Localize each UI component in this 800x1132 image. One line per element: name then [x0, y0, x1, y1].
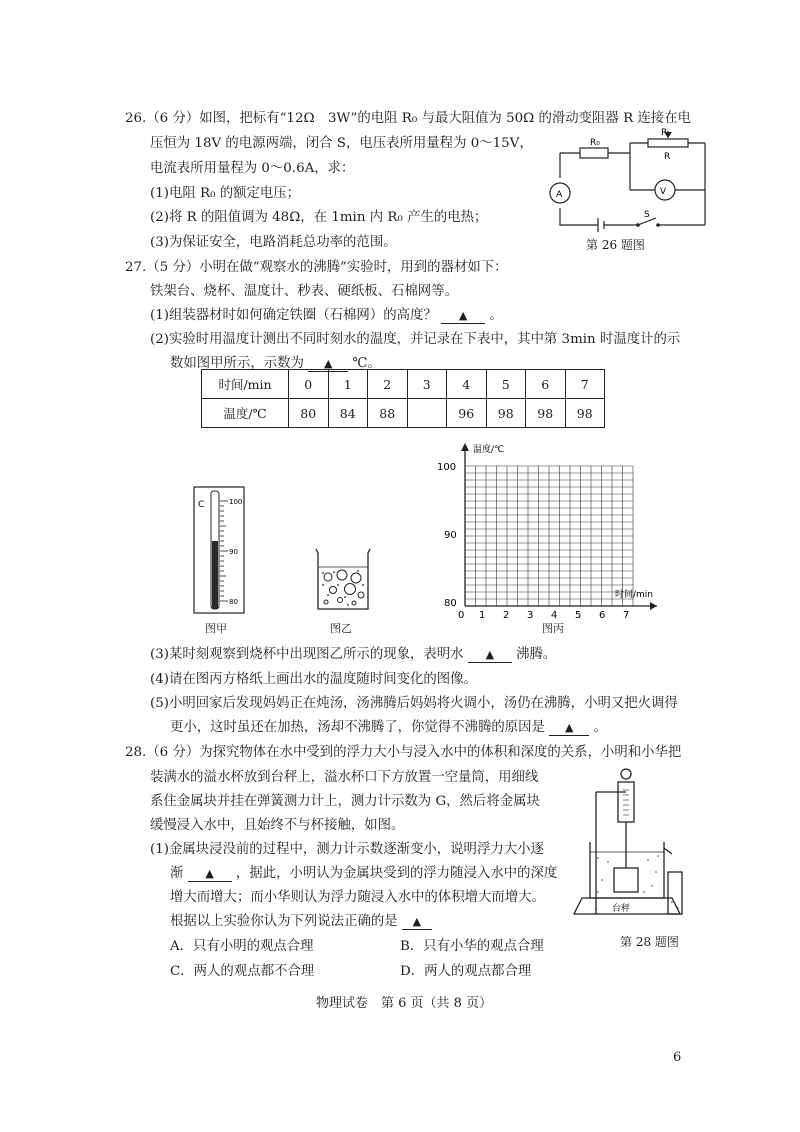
x-tick: 5 — [575, 610, 582, 621]
table-cell — [407, 399, 447, 428]
y-tick: 100 — [437, 462, 457, 473]
fig-jia-caption: 图甲 — [205, 622, 227, 635]
q27-sub5-line1: (5)小明回家后发现妈妈正在炖汤，汤沸腾后妈妈将火调小，汤仍在沸腾，小明又把火调得 — [150, 696, 678, 711]
table-cell: 5 — [486, 370, 526, 399]
q27-sub5-line2: 更小，这时虽还在加热，汤却不沸腾了，你觉得不沸腾的原因是 ▲ 。 — [170, 720, 607, 735]
voltmeter-label: V — [660, 187, 667, 197]
q28-fig-caption: 第 28 题图 — [620, 935, 679, 949]
x-tick: 7 — [623, 610, 630, 621]
table-cell: 2 — [368, 370, 408, 399]
answer-blank: ▲ — [402, 914, 432, 930]
table-cell: 96 — [447, 399, 487, 428]
table-cell: 98 — [486, 399, 526, 428]
table-header-temp: 温度/℃ — [202, 399, 289, 428]
answer-blank: ▲ — [188, 866, 232, 882]
graph-x-label: 时间/min — [615, 590, 654, 600]
table-cell: 7 — [565, 370, 605, 399]
table-cell: 3 — [407, 370, 447, 399]
x-tick: 1 — [479, 610, 486, 621]
q28-option-c: C．两人的观点都不合理 — [170, 964, 315, 979]
y-tick: 90 — [444, 530, 457, 541]
q26-line1: 26.（6 分）如图，把标有“12Ω 3W”的电阻 R₀ 与最大阻值为 50Ω 的滑动变阻器 R 连接在电 — [125, 111, 691, 126]
y-tick: 80 — [444, 598, 457, 609]
q26-sub3: (3)为保证安全，电路消耗总功率的范围。 — [150, 235, 397, 250]
ammeter-label: A — [556, 190, 563, 200]
q27-sub1: (1)组装器材时如何确定铁圈（石棉网）的高度？ ▲ 。 — [150, 308, 503, 323]
fig-yi-caption: 图乙 — [330, 622, 352, 635]
q26-sub2: (2)将 R 的阻值调为 48Ω，在 1min 内 R₀ 产生的电热； — [150, 210, 488, 225]
table-cell: 98 — [526, 399, 566, 428]
table-header-time: 时间/min — [202, 370, 289, 399]
answer-blank: ▲ — [549, 720, 589, 736]
q28-line2: 装满水的溢水杯放到台秤上，溢水杯口下方放置一空量筒，用细线 — [150, 770, 539, 785]
fig-bing-caption: 图丙 — [542, 622, 564, 635]
p-label: P — [661, 128, 667, 138]
switch-label: S — [644, 210, 650, 220]
q28-sub1-line4: 根据以上实验你认为下列说法正确的是 ▲ — [170, 910, 432, 930]
page-number: 6 — [673, 1050, 682, 1065]
r-label: R — [664, 152, 671, 162]
thermo-c-label: C — [198, 500, 205, 510]
q26-fig-caption: 第 26 题图 — [586, 238, 645, 252]
q28-option-d: D．两人的观点都合理 — [400, 964, 532, 979]
graph-y-label: 温度/℃ — [473, 445, 505, 455]
table-row — [202, 399, 605, 428]
q27-line2: 铁架台、烧杯、温度计、秒表、硬纸板、石棉网等。 — [150, 284, 458, 299]
q28-line4: 缓慢浸入水中，且始终不与杯接触，如图。 — [150, 818, 405, 833]
q26-sub1: (1)电阻 R₀ 的额定电压； — [150, 186, 301, 201]
table-cell: 88 — [368, 399, 408, 428]
q28-sub1-line1: (1)金属块浸没前的过程中，测力计示数逐渐变小，说明浮力大小逐 — [150, 842, 544, 857]
q27-line1: 27.（5 分）小明在做“观察水的沸腾”实验时，用到的器材如下： — [125, 260, 508, 275]
thermo-top-label: 100 — [229, 498, 243, 506]
q28-option-b: B．只有小华的观点合理 — [400, 939, 544, 954]
q28-apparatus-figure — [568, 762, 718, 932]
x-tick: 0 — [458, 610, 465, 621]
x-tick: 3 — [527, 610, 534, 621]
mercury-column — [212, 541, 218, 609]
answer-blank: ▲ — [441, 308, 485, 324]
x-tick: 4 — [551, 610, 558, 621]
q26-line2: 压恒为 18V 的电源两端，闭合 S，电压表所用量程为 0～15V， — [150, 136, 533, 151]
thermometer-figure — [190, 485, 250, 617]
table-cell: 98 — [565, 399, 605, 428]
q27-sub4: (4)请在图丙方格纸上画出水的温度随时间变化的图像。 — [150, 672, 477, 687]
q28-sub1-line3: 增大而增大；而小华则认为浮力随浸入水中的体积增大而增大。 — [170, 890, 545, 905]
q27-sub2-line2: 数如图甲所示，示数为 ▲ ℃。 — [170, 356, 381, 371]
q26-circuit-diagram — [540, 128, 720, 253]
q27-sub2-line1: (2)实验时用温度计测出不同时刻水的温度，并记录在下表中，其中第 3min 时温度计的示 — [150, 332, 681, 347]
q27-sub3: (3)某时刻观察到烧杯中出现图乙所示的现象，表明水 ▲ 沸腾。 — [150, 647, 557, 662]
graph-paper — [425, 440, 665, 630]
answer-blank: ▲ — [308, 356, 348, 372]
page-footer: 物理试卷 第 6 页（共 8 页） — [316, 996, 493, 1011]
table-cell: 0 — [289, 370, 329, 399]
thermo-mid-label: 90 — [229, 548, 238, 556]
q28-line1: 28.（6 分）为探究物体在水中受到的浮力大小与浸入水中的体积和深度的关系，小明和小华把 — [125, 745, 682, 760]
table-cell: 4 — [447, 370, 487, 399]
beaker-figure — [308, 545, 378, 615]
q28-sub1-line2: 渐 ▲ ，据此，小明认为金属块受到的浮力随浸入水中的深度 — [170, 866, 558, 881]
q28-line3: 系住金属块并挂在弹簧测力计上，测力计示数为 G，然后将金属块 — [150, 794, 540, 809]
x-tick: 6 — [599, 610, 606, 621]
table-cell: 80 — [289, 399, 329, 428]
q26-line3: 电流表所用量程为 0～0.6A，求： — [150, 161, 355, 176]
q28-option-a: A．只有小明的观点合理 — [170, 939, 314, 954]
table-cell: 1 — [328, 370, 368, 399]
answer-blank: ▲ — [468, 647, 512, 663]
r0-label: R₀ — [590, 138, 600, 148]
x-tick: 2 — [503, 610, 510, 621]
scale-label: 台秤 — [612, 904, 631, 914]
temperature-table — [201, 369, 605, 428]
table-row — [202, 370, 605, 399]
table-cell: 84 — [328, 399, 368, 428]
table-cell: 6 — [526, 370, 566, 399]
thermo-bottom-label: 80 — [229, 598, 238, 606]
